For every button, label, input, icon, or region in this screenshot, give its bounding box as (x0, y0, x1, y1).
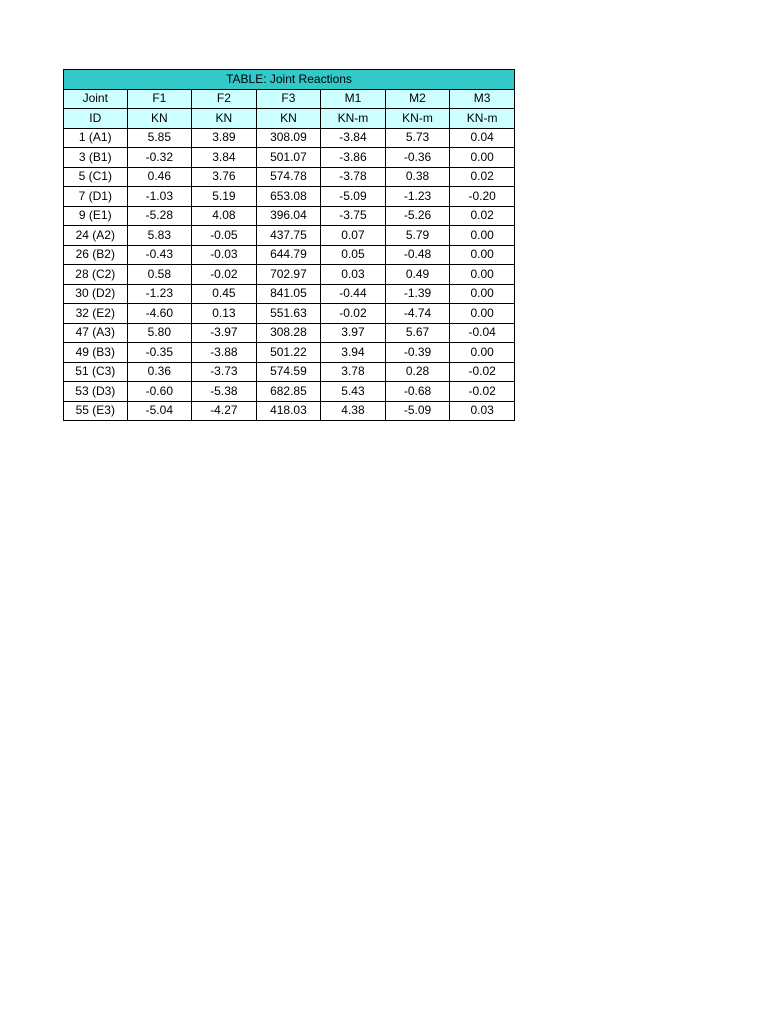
value-cell: 0.00 (450, 245, 515, 265)
table-row (64, 245, 515, 265)
value-cell: 3.89 (192, 128, 257, 148)
table-units-row (64, 109, 515, 129)
value-cell: 501.07 (256, 148, 321, 168)
value-cell: -5.28 (127, 206, 192, 226)
column-header: M3 (450, 89, 515, 109)
value-cell: 4.08 (192, 206, 257, 226)
joint-id-cell: 32 (E2) (64, 304, 128, 324)
value-cell: -5.09 (385, 401, 450, 421)
value-cell: 0.45 (192, 284, 257, 304)
value-cell: -1.23 (127, 284, 192, 304)
value-cell: -0.36 (385, 148, 450, 168)
column-header: M2 (385, 89, 450, 109)
column-header: F3 (256, 89, 321, 109)
value-cell: 0.02 (450, 206, 515, 226)
value-cell: 308.09 (256, 128, 321, 148)
value-cell: 3.78 (321, 362, 386, 382)
column-unit: KN (256, 109, 321, 129)
table-title-row (64, 70, 515, 90)
value-cell: 0.46 (127, 167, 192, 187)
value-cell: -0.60 (127, 382, 192, 402)
joint-id-cell: 5 (C1) (64, 167, 128, 187)
value-cell: -3.78 (321, 167, 386, 187)
joint-id-cell: 24 (A2) (64, 226, 128, 246)
value-cell: 5.73 (385, 128, 450, 148)
value-cell: 4.38 (321, 401, 386, 421)
table-row (64, 382, 515, 402)
joint-id-cell: 55 (E3) (64, 401, 128, 421)
value-cell: 841.05 (256, 284, 321, 304)
value-cell: -0.04 (450, 323, 515, 343)
joint-id-cell: 30 (D2) (64, 284, 128, 304)
value-cell: 0.38 (385, 167, 450, 187)
table-row (64, 304, 515, 324)
value-cell: 5.67 (385, 323, 450, 343)
value-cell: 3.84 (192, 148, 257, 168)
table-body (64, 128, 515, 421)
value-cell: -1.23 (385, 187, 450, 207)
value-cell: 0.49 (385, 265, 450, 285)
value-cell: -0.02 (450, 382, 515, 402)
value-cell: 0.13 (192, 304, 257, 324)
value-cell: -0.39 (385, 343, 450, 363)
column-unit: KN-m (385, 109, 450, 129)
value-cell: 0.04 (450, 128, 515, 148)
value-cell: 5.83 (127, 226, 192, 246)
value-cell: 0.58 (127, 265, 192, 285)
value-cell: 702.97 (256, 265, 321, 285)
value-cell: 3.76 (192, 167, 257, 187)
table-row (64, 401, 515, 421)
value-cell: 0.05 (321, 245, 386, 265)
table-row (64, 343, 515, 363)
value-cell: 5.19 (192, 187, 257, 207)
table-row (64, 128, 515, 148)
joint-id-cell: 51 (C3) (64, 362, 128, 382)
value-cell: -0.48 (385, 245, 450, 265)
table-row (64, 206, 515, 226)
table-row (64, 362, 515, 382)
value-cell: 0.00 (450, 265, 515, 285)
value-cell: -4.74 (385, 304, 450, 324)
table-row (64, 265, 515, 285)
value-cell: -5.04 (127, 401, 192, 421)
joint-id-cell: 26 (B2) (64, 245, 128, 265)
value-cell: 644.79 (256, 245, 321, 265)
joint-id-cell: 28 (C2) (64, 265, 128, 285)
value-cell: 0.36 (127, 362, 192, 382)
value-cell: 5.79 (385, 226, 450, 246)
value-cell: 682.85 (256, 382, 321, 402)
value-cell: 0.00 (450, 226, 515, 246)
value-cell: -0.43 (127, 245, 192, 265)
value-cell: -3.86 (321, 148, 386, 168)
joint-id-cell: 3 (B1) (64, 148, 128, 168)
value-cell: 0.00 (450, 304, 515, 324)
column-unit: ID (64, 109, 128, 129)
value-cell: -0.68 (385, 382, 450, 402)
value-cell: -3.84 (321, 128, 386, 148)
value-cell: -3.88 (192, 343, 257, 363)
value-cell: -0.02 (450, 362, 515, 382)
table-header-row (64, 89, 515, 109)
joint-id-cell: 1 (A1) (64, 128, 128, 148)
joint-id-cell: 47 (A3) (64, 323, 128, 343)
table-row (64, 148, 515, 168)
joint-id-cell: 49 (B3) (64, 343, 128, 363)
column-header: M1 (321, 89, 386, 109)
value-cell: -0.02 (192, 265, 257, 285)
value-cell: 0.00 (450, 148, 515, 168)
value-cell: 396.04 (256, 206, 321, 226)
value-cell: -5.38 (192, 382, 257, 402)
value-cell: -0.03 (192, 245, 257, 265)
column-header: F2 (192, 89, 257, 109)
column-unit: KN-m (450, 109, 515, 129)
column-header: Joint (64, 89, 128, 109)
value-cell: 0.03 (450, 401, 515, 421)
value-cell: -0.35 (127, 343, 192, 363)
table-row (64, 167, 515, 187)
value-cell: 551.63 (256, 304, 321, 324)
value-cell: 501.22 (256, 343, 321, 363)
table-row (64, 226, 515, 246)
table-row (64, 284, 515, 304)
value-cell: -4.27 (192, 401, 257, 421)
joint-id-cell: 7 (D1) (64, 187, 128, 207)
value-cell: -1.03 (127, 187, 192, 207)
value-cell: -3.75 (321, 206, 386, 226)
joint-id-cell: 9 (E1) (64, 206, 128, 226)
value-cell: 0.03 (321, 265, 386, 285)
joint-reactions-table (63, 69, 515, 421)
value-cell: -0.05 (192, 226, 257, 246)
table-row (64, 323, 515, 343)
value-cell: 574.59 (256, 362, 321, 382)
column-unit: KN (127, 109, 192, 129)
value-cell: 3.97 (321, 323, 386, 343)
value-cell: 5.85 (127, 128, 192, 148)
value-cell: -0.02 (321, 304, 386, 324)
value-cell: 0.07 (321, 226, 386, 246)
value-cell: 653.08 (256, 187, 321, 207)
joint-id-cell: 53 (D3) (64, 382, 128, 402)
value-cell: -0.44 (321, 284, 386, 304)
column-unit: KN-m (321, 109, 386, 129)
column-unit: KN (192, 109, 257, 129)
value-cell: -4.60 (127, 304, 192, 324)
value-cell: 418.03 (256, 401, 321, 421)
joint-reactions-sheet (63, 69, 515, 421)
value-cell: -0.20 (450, 187, 515, 207)
value-cell: -3.97 (192, 323, 257, 343)
value-cell: 0.00 (450, 284, 515, 304)
value-cell: -5.09 (321, 187, 386, 207)
value-cell: 5.43 (321, 382, 386, 402)
value-cell: -3.73 (192, 362, 257, 382)
table-title: TABLE: Joint Reactions (64, 70, 515, 90)
value-cell: -0.32 (127, 148, 192, 168)
value-cell: 0.28 (385, 362, 450, 382)
table-row (64, 187, 515, 207)
value-cell: 308.28 (256, 323, 321, 343)
value-cell: -5.26 (385, 206, 450, 226)
value-cell: -1.39 (385, 284, 450, 304)
value-cell: 437.75 (256, 226, 321, 246)
column-header: F1 (127, 89, 192, 109)
value-cell: 3.94 (321, 343, 386, 363)
value-cell: 0.00 (450, 343, 515, 363)
value-cell: 5.80 (127, 323, 192, 343)
value-cell: 0.02 (450, 167, 515, 187)
value-cell: 574.78 (256, 167, 321, 187)
